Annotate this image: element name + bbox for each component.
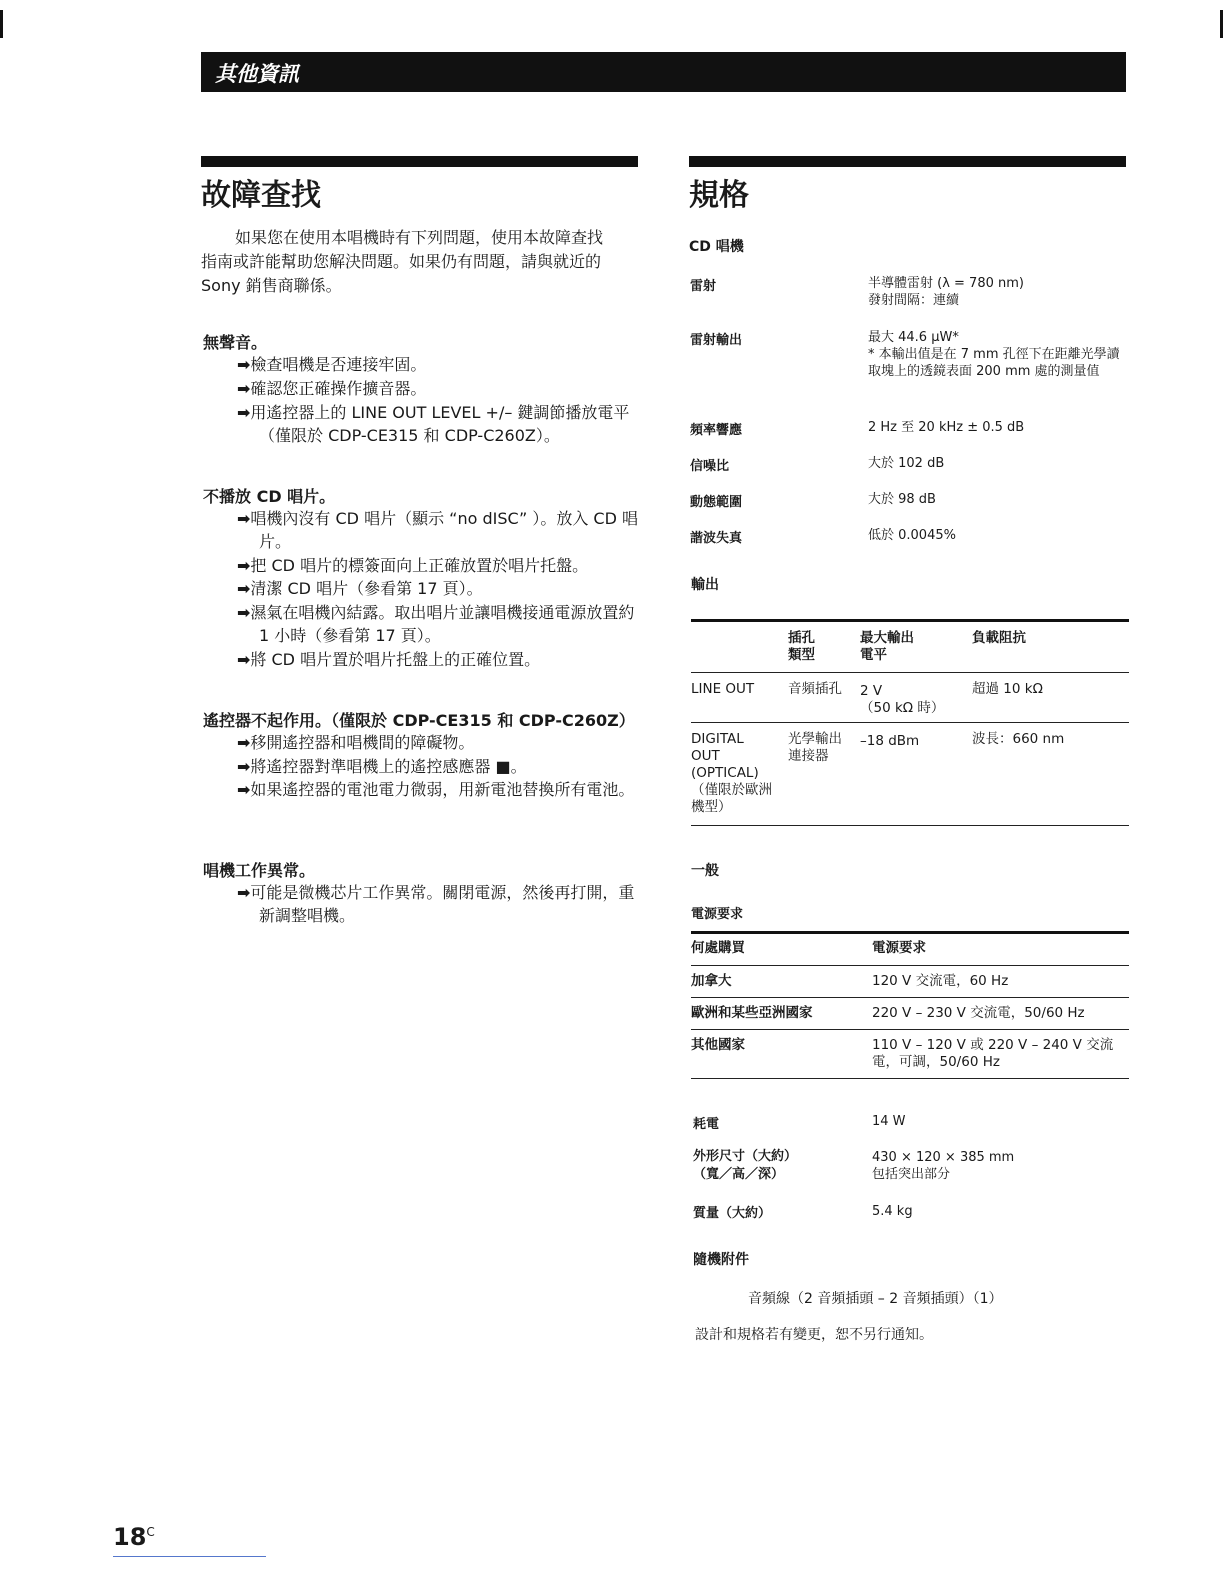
- power-col-header: 何處購買: [691, 940, 745, 956]
- spec-value: 2 Hz 至 20 kHz ± 0.5 dB: [868, 420, 1025, 435]
- output-header-rule: [691, 672, 1129, 673]
- output-row-cell: 光學輸出 連接器: [788, 731, 842, 764]
- arrow-icon: ➡: [237, 379, 251, 398]
- power-heading: 電源要求: [691, 907, 744, 922]
- remedy-item: ➡確認您正確操作擴音器。: [237, 379, 427, 398]
- specs-rule: [689, 156, 1126, 167]
- arrow-icon: ➡: [237, 780, 251, 799]
- output-col-header: 插孔 類型: [788, 630, 815, 663]
- power-row-rule: [691, 997, 1129, 998]
- spec-value: 14 W: [872, 1114, 906, 1129]
- general-heading: 一般: [691, 863, 719, 879]
- output-row-cell: 2 V （50 kΩ 時）: [860, 683, 945, 716]
- spec-label: 外形尺寸（大約） （寬／高／深）: [693, 1149, 798, 1182]
- output-row-cell: 波長：660 nm: [972, 731, 1065, 747]
- section-header-title: 其他資訊: [215, 62, 299, 86]
- output-table-bottom-rule: [691, 825, 1129, 826]
- arrow-icon: ➡: [237, 579, 251, 598]
- remedy-item: ➡將遙控器對準唱機上的遙控感應器 ■。: [237, 757, 527, 776]
- spec-value: 低於 0.0045%: [868, 528, 956, 543]
- remedy-item: ➡唱機內沒有 CD 唱片（顯示 “no dISC” ）。放入 CD 唱片。: [237, 509, 639, 551]
- power-row-cell: 220 V – 230 V 交流電，50/60 Hz: [872, 1005, 1085, 1021]
- output-row-cell: –18 dBm: [860, 733, 920, 749]
- page-edge-right: [1220, 10, 1223, 38]
- page-number-suffix: C: [146, 1525, 155, 1539]
- spec-label: 信噪比: [690, 459, 730, 474]
- output-row-cell: DIGITAL OUT (OPTICAL) （僅限於歐洲 機型）: [691, 731, 772, 815]
- arrow-icon: ➡: [237, 883, 251, 902]
- output-table-top-rule: [691, 619, 1129, 622]
- remedy-item: ➡清潔 CD 唱片（參看第 17 頁）。: [237, 579, 483, 598]
- arrow-icon: ➡: [237, 650, 251, 669]
- spec-label: 耗電: [693, 1117, 720, 1132]
- symptom-heading: 無聲音。: [203, 333, 268, 352]
- output-row-cell: LINE OUT: [691, 681, 755, 697]
- accessories-items: 音頻線（2 音頻插頭 – 2 音頻插頭）（1）: [748, 1291, 1003, 1307]
- symptom-heading: 唱機工作異常。: [203, 861, 316, 880]
- spec-value: 430 × 120 × 385 mm 包括突出部分: [872, 1150, 1015, 1182]
- output-row-cell: 超過 10 kΩ: [972, 681, 1043, 697]
- spec-label: 雷射輸出: [690, 333, 743, 348]
- page-number-underline: [113, 1556, 266, 1557]
- power-row-cell: 其他國家: [691, 1037, 745, 1053]
- power-row-cell: 120 V 交流電，60 Hz: [872, 973, 1009, 989]
- arrow-icon: ➡: [237, 355, 251, 374]
- spec-label: 諧波失真: [690, 531, 743, 546]
- remedy-item: ➡移開遙控器和唱機間的障礙物。: [237, 733, 475, 752]
- power-row-cell: 歐洲和某些亞洲國家: [691, 1005, 813, 1021]
- page-edge-left: [0, 10, 3, 38]
- remedy-item: ➡可能是微機芯片工作異常。關閉電源，然後再打開，重新調整唱機。: [237, 883, 635, 925]
- arrow-icon: ➡: [237, 733, 251, 752]
- remedy-item: ➡檢查唱機是否連接牢固。: [237, 355, 427, 374]
- remedy-item: ➡用遙控器上的 LINE OUT LEVEL +/– 鍵調節播放電平（僅限於 CDP-CE315 和 CDP-C260Z）。: [237, 403, 630, 445]
- remedy-item: ➡把 CD 唱片的標簽面向上正確放置於唱片托盤。: [237, 556, 589, 575]
- specs-note: 設計和規格若有變更，恕不另行通知。: [695, 1327, 933, 1343]
- spec-value: 5.4 kg: [872, 1204, 913, 1219]
- spec-label: 質量（大約）: [693, 1206, 772, 1221]
- spec-value: 大於 102 dB: [868, 456, 945, 471]
- output-col-header: 最大輸出 電平: [860, 630, 914, 663]
- symptom-heading: 遙控器不起作用。（僅限於 CDP-CE315 和 CDP-C260Z）: [203, 711, 635, 730]
- arrow-icon: ➡: [237, 403, 251, 422]
- intro-line: 如果您在使用本唱機時有下列問題，使用本故障查找: [235, 228, 604, 247]
- arrow-icon: ➡: [237, 556, 251, 575]
- spec-label: 動態範圍: [690, 495, 743, 510]
- arrow-icon: ➡: [237, 757, 251, 776]
- power-row-cell: 110 V – 120 V 或 220 V – 240 V 交流 電，可調，50/60 Hz: [872, 1037, 1114, 1070]
- remedy-item: ➡如果遙控器的電池電力微弱，用新電池替換所有電池。: [237, 780, 635, 799]
- arrow-icon: ➡: [237, 509, 251, 528]
- arrow-icon: ➡: [237, 603, 251, 622]
- power-col-header: 電源要求: [872, 940, 926, 956]
- remedy-item: ➡將 CD 唱片置於唱片托盤上的正確位置。: [237, 650, 541, 669]
- power-row-rule: [691, 1029, 1129, 1030]
- section-header-bar: [201, 52, 1126, 92]
- spec-value: 大於 98 dB: [868, 492, 936, 507]
- output-row-cell: 音頻插孔: [788, 681, 842, 697]
- power-row-cell: 加拿大: [691, 973, 732, 989]
- troubleshooting-intro: [201, 226, 646, 298]
- troubleshooting-title: 故障查找: [201, 178, 321, 213]
- power-header-rule: [691, 965, 1129, 966]
- spec-value: 最大 44.6 µW* * 本輸出值是在 7 mm 孔徑下在距離光學讀取塊上的透鏡表面 200 mm 處的測量值: [868, 330, 1120, 379]
- troubleshooting-rule: [201, 156, 638, 167]
- power-table-bottom-rule: [691, 1078, 1129, 1079]
- spec-label: 雷射: [690, 279, 717, 294]
- spec-value: 半導體雷射 (λ = 780 nm) 發射間隔：連續: [868, 276, 1024, 308]
- output-col-header: 負載阻抗: [972, 630, 1026, 646]
- output-heading: 輸出: [691, 577, 719, 593]
- cd-player-heading: CD 唱機: [689, 239, 744, 255]
- output-row-rule: [691, 722, 1129, 723]
- spec-label: 頻率響應: [690, 423, 743, 438]
- intro-line: Sony 銷售商聯係。: [201, 276, 342, 295]
- specs-title: 規格: [689, 178, 749, 213]
- accessories-heading: 隨機附件: [693, 1252, 749, 1268]
- intro-line: 指南或許能幫助您解決問題。如果仍有問題，請與就近的: [201, 252, 602, 271]
- remedy-item: ➡濕氣在唱機內結露。取出唱片並讓唱機接通電源放置約 1 小時（參看第 17 頁）。: [237, 603, 635, 645]
- symptom-heading: 不播放 CD 唱片。: [203, 487, 336, 506]
- page-number: $18^C$: [113, 1523, 155, 1551]
- power-table-top-rule: [691, 931, 1129, 934]
